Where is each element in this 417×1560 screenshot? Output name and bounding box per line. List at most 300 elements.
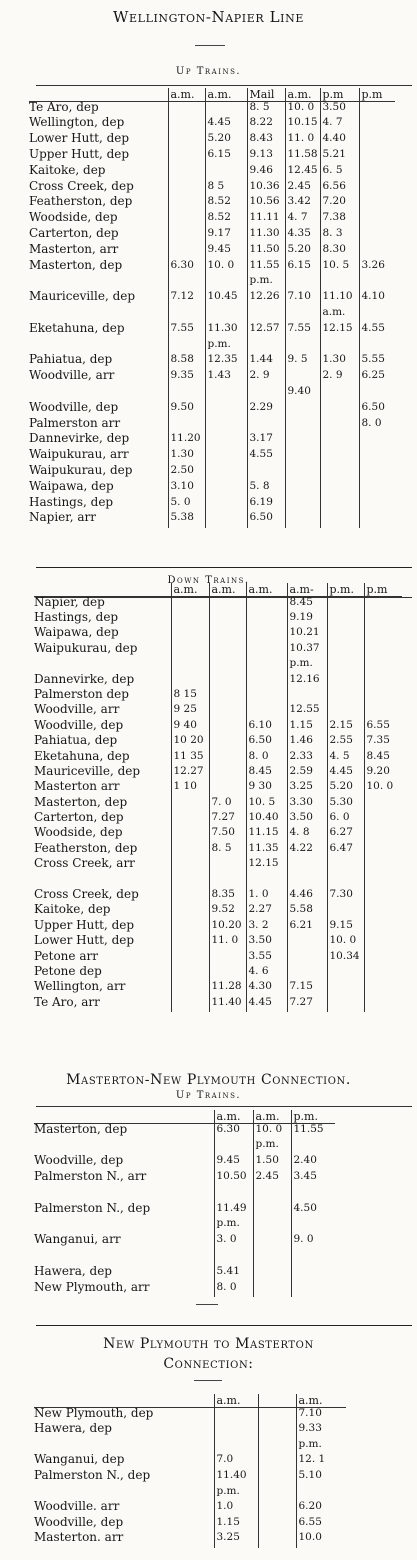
train-time: 9.17 [205, 228, 247, 244]
train-time [359, 212, 395, 228]
train-time: 7.30 [327, 889, 364, 904]
down-train-row [34, 981, 402, 996]
down-train-row [34, 766, 402, 781]
train-time [359, 386, 395, 402]
station-name: Palmerston arr [29, 417, 121, 430]
train-time: 5.21 [320, 149, 359, 165]
train-time: 6.21 [287, 920, 327, 935]
train-time: 4.45 [246, 997, 287, 1012]
train-time [285, 433, 320, 449]
station-name: Masterton. arr [34, 1532, 124, 1545]
station-name: Woodville, dep [29, 401, 119, 414]
up-train-row [29, 291, 395, 307]
down-train-row [34, 797, 402, 812]
train-time [291, 1139, 335, 1155]
mnp-up-heading: Up Trains. [175, 1090, 242, 1101]
train-time: 8.30 [320, 244, 359, 260]
train-time: 5.38 [168, 512, 205, 528]
train-time: 4.45 [205, 117, 247, 133]
train-time: 3.50 [287, 812, 327, 827]
train-time: 10.37 [287, 643, 327, 658]
train-time [209, 858, 246, 873]
train-time: 8.45 [246, 766, 287, 781]
up-train-column-header: a.m. [168, 88, 205, 101]
mnp-table [34, 1110, 335, 1297]
train-time [320, 339, 359, 355]
station-name [34, 1218, 214, 1234]
train-time: 9.45 [214, 1155, 253, 1171]
train-time [364, 951, 402, 966]
train-time [285, 512, 320, 528]
train-time [359, 244, 395, 260]
train-time [209, 735, 246, 750]
train-time: 1.0 [214, 1501, 258, 1517]
train-time [258, 1532, 296, 1548]
train-time [168, 386, 205, 402]
train-time: 5.58 [287, 904, 327, 919]
title-underline [195, 45, 225, 46]
station-name: Woodville, dep [34, 1516, 124, 1529]
train-time [359, 181, 395, 197]
up-train-row [29, 260, 395, 276]
train-time: 11 35 [171, 751, 209, 766]
train-time: 12.15 [246, 858, 287, 873]
timetable-npm [34, 1394, 346, 1548]
up-train-row [29, 244, 395, 260]
train-time: 2.29 [247, 402, 285, 418]
train-time [205, 101, 247, 117]
train-time: 9.33 [296, 1423, 346, 1439]
station-name: Petone dep [34, 965, 102, 978]
train-time: 4.46 [287, 889, 327, 904]
train-time [171, 643, 209, 658]
train-time: 10. 0 [327, 935, 364, 950]
down-train-row [34, 643, 402, 658]
train-time: 9.15 [327, 920, 364, 935]
train-time [168, 149, 205, 165]
station-name: Mauriceville, dep [29, 291, 136, 304]
up-train-column-header: a.m. [285, 88, 320, 101]
train-time [253, 1218, 291, 1234]
train-time [205, 307, 247, 323]
train-time [285, 449, 320, 465]
station-name [34, 874, 171, 889]
train-time [364, 966, 402, 981]
station-name [34, 1139, 214, 1155]
down-train-row [34, 627, 402, 642]
train-time: 6.27 [327, 827, 364, 842]
train-time: 9. 5 [285, 354, 320, 370]
up-train-row [29, 323, 395, 339]
up-train-row [29, 212, 395, 228]
train-time [364, 843, 402, 858]
train-time [209, 689, 246, 704]
train-time: 10.40 [246, 812, 287, 827]
train-time: 1. 0 [246, 889, 287, 904]
station-name: Waipukurau, dep [34, 642, 138, 655]
train-time: 9.52 [209, 904, 246, 919]
down-train-column-header: a.m. [171, 583, 209, 596]
train-time: 6.25 [359, 370, 395, 386]
train-time [171, 658, 209, 673]
train-time [253, 1266, 291, 1282]
train-time: 7.10 [296, 1407, 346, 1423]
train-time: 6. 0 [327, 812, 364, 827]
train-time [327, 966, 364, 981]
station-name: Waipawa, dep [29, 480, 114, 493]
train-time [205, 512, 247, 528]
train-time: 11.49 [214, 1203, 253, 1219]
train-time: 10.56 [247, 196, 285, 212]
train-time: 11.20 [168, 433, 205, 449]
station-name: Wanganui, dep [34, 1454, 125, 1467]
line-title: Wellington-Napier Line [113, 8, 304, 26]
train-time [205, 481, 247, 497]
npm-title-line-2: Connection: [163, 1356, 254, 1372]
train-time [327, 981, 364, 996]
train-time [214, 1187, 253, 1203]
train-time: 10.20 [209, 920, 246, 935]
npm-title-underline [194, 1380, 222, 1381]
npm-train-row [34, 1517, 346, 1533]
train-time: 6.55 [296, 1517, 346, 1533]
train-time [168, 101, 205, 117]
train-time: 5.20 [205, 133, 247, 149]
station-name: Pahiatua, dep [34, 735, 118, 748]
train-time: 10.50 [214, 1171, 253, 1187]
train-time [168, 307, 205, 323]
train-time [364, 904, 402, 919]
train-time [296, 1486, 346, 1502]
train-time: p.m. [247, 275, 285, 291]
train-time: 5.55 [359, 354, 395, 370]
mnp-train-row [34, 1123, 335, 1139]
train-time [320, 433, 359, 449]
train-time: 1.30 [320, 354, 359, 370]
mnp-train-row [34, 1187, 335, 1203]
train-time [253, 1250, 291, 1266]
train-time [247, 465, 285, 481]
train-time: 8. 0 [246, 751, 287, 766]
train-time: 11.58 [285, 149, 320, 165]
train-time [364, 858, 402, 873]
train-time: 3.25 [214, 1532, 258, 1548]
up-train-row [29, 354, 395, 370]
train-time: 3.30 [287, 797, 327, 812]
train-time [168, 228, 205, 244]
station-name: Eketahuna, dep [34, 750, 130, 763]
train-time [246, 596, 287, 612]
train-time: 8.45 [287, 596, 327, 612]
train-time [359, 512, 395, 528]
train-time: 2.50 [168, 465, 205, 481]
down-train-row [34, 704, 402, 719]
train-time: 7.55 [285, 323, 320, 339]
mnp-train-column-header: a.m. [253, 1110, 291, 1123]
down-train-row [34, 781, 402, 796]
timetable-mnp [34, 1110, 335, 1297]
train-time: 4.10 [359, 291, 395, 307]
train-time [364, 643, 402, 658]
station-name: Dannevirke, dep [29, 433, 130, 446]
down-train-row [34, 843, 402, 858]
train-time: 10. 0 [364, 781, 402, 796]
train-time [359, 465, 395, 481]
station-name: Te Aro, dep [29, 101, 99, 114]
train-time [209, 781, 246, 796]
train-time: 4.30 [246, 981, 287, 996]
train-time [171, 920, 209, 935]
train-time: 6.50 [359, 402, 395, 418]
train-time: 10. 0 [253, 1123, 291, 1139]
train-time [327, 612, 364, 627]
train-time: 6.15 [205, 149, 247, 165]
train-time [327, 627, 364, 642]
train-time: 11. 0 [285, 133, 320, 149]
train-time [285, 275, 320, 291]
train-time [364, 797, 402, 812]
train-time [246, 612, 287, 627]
train-time: 5.20 [327, 781, 364, 796]
station-name: Hastings, dep [29, 496, 114, 509]
train-time [291, 1250, 335, 1266]
up-train-row [29, 402, 395, 418]
down-train-row [34, 674, 402, 689]
train-time: 5.10 [296, 1470, 346, 1486]
up-train-row [29, 386, 395, 402]
up-train-row [29, 512, 395, 528]
station-name: Upper Hutt, dep [34, 919, 135, 932]
train-time: 11.55 [247, 260, 285, 276]
train-time [285, 497, 320, 513]
train-time: 7.20 [320, 196, 359, 212]
train-time [285, 481, 320, 497]
train-time [209, 766, 246, 781]
station-name: Napier, arr [29, 512, 96, 525]
station-name: New Plymouth, dep [34, 1407, 154, 1420]
down-train-row [34, 735, 402, 750]
train-time: 12.27 [171, 766, 209, 781]
train-time [291, 1282, 335, 1298]
train-time [171, 843, 209, 858]
train-time [246, 689, 287, 704]
down-train-row [34, 612, 402, 627]
train-time [209, 951, 246, 966]
train-time [327, 643, 364, 658]
train-time: 4. 7 [285, 212, 320, 228]
train-time [247, 386, 285, 402]
mnp-train-row [34, 1234, 335, 1250]
train-time: 10. 5 [320, 260, 359, 276]
station-header [29, 88, 168, 101]
down-trains-heading: Down Trains. [167, 575, 250, 586]
station-name: Cross Creek, dep [34, 889, 139, 902]
train-time: 3.50 [320, 101, 359, 117]
station-name: Kaitoke, dep [29, 164, 106, 177]
train-time: p.m. [214, 1486, 258, 1502]
train-time [287, 966, 327, 981]
train-time: 12.45 [285, 165, 320, 181]
train-time [327, 674, 364, 689]
train-time: 11.55 [291, 1123, 335, 1139]
train-time: p.m. [205, 339, 247, 355]
train-time [327, 596, 364, 612]
station-name [29, 339, 168, 355]
wn-down-table [34, 583, 402, 1012]
train-time: 12.57 [247, 323, 285, 339]
train-time: 12.16 [287, 674, 327, 689]
train-time [205, 497, 247, 513]
train-time: 4. 8 [287, 827, 327, 842]
train-time [320, 465, 359, 481]
train-time: 5. 8 [247, 481, 285, 497]
station-name: Pahiatua, dep [29, 354, 113, 367]
train-time: 9.40 [285, 386, 320, 402]
train-time [291, 1266, 335, 1282]
station-name: Upper Hutt, dep [29, 148, 130, 161]
train-time [359, 307, 395, 323]
train-time [171, 904, 209, 919]
train-time: 6.15 [285, 260, 320, 276]
down-train-row [34, 858, 402, 873]
train-time [364, 997, 402, 1012]
npm-train-row [34, 1407, 346, 1423]
train-time [285, 307, 320, 323]
npm-train-row [34, 1486, 346, 1502]
train-time [171, 935, 209, 950]
section-rule [36, 85, 412, 86]
train-time [359, 117, 395, 133]
station-name [29, 275, 168, 291]
station-name [34, 658, 171, 673]
train-time [205, 449, 247, 465]
train-time: 4.55 [359, 323, 395, 339]
train-time [168, 165, 205, 181]
train-time: 10.45 [205, 291, 247, 307]
train-time: 7.0 [214, 1454, 258, 1470]
station-name: Woodville, dep [34, 719, 124, 732]
train-time: 6.30 [168, 260, 205, 276]
train-time: 11.50 [247, 244, 285, 260]
train-time: 8 5 [205, 181, 247, 197]
down-train-row [34, 827, 402, 842]
up-train-row [29, 449, 395, 465]
train-time: 1.15 [287, 720, 327, 735]
timetable-up-trains [29, 88, 395, 528]
train-time [359, 481, 395, 497]
train-time [359, 275, 395, 291]
train-time: 8.22 [247, 117, 285, 133]
train-time: 5.30 [327, 797, 364, 812]
train-time [171, 827, 209, 842]
train-time: 7.35 [364, 735, 402, 750]
train-time [209, 627, 246, 642]
train-time [258, 1407, 296, 1423]
train-time [209, 966, 246, 981]
train-time: 10.21 [287, 627, 327, 642]
train-time [359, 196, 395, 212]
down-train-row [34, 997, 402, 1012]
train-time [205, 402, 247, 418]
train-time: 5.20 [285, 244, 320, 260]
station-name: Palmerston N., dep [34, 1469, 151, 1482]
train-time [168, 196, 205, 212]
npm-train-row [34, 1439, 346, 1455]
train-time: 4.50 [291, 1203, 335, 1219]
train-time [209, 874, 246, 889]
train-time [168, 212, 205, 228]
down-train-row [34, 966, 402, 981]
divider-2 [36, 1325, 412, 1326]
train-time [171, 858, 209, 873]
train-time: 9.50 [168, 402, 205, 418]
train-time [209, 658, 246, 673]
train-time [209, 596, 246, 612]
train-time [359, 165, 395, 181]
train-time: 10. 0 [205, 260, 247, 276]
train-time: 9 25 [171, 704, 209, 719]
down-train-column-header: a.m. [246, 583, 287, 596]
train-time [291, 1187, 335, 1203]
up-train-row [29, 165, 395, 181]
train-time [168, 117, 205, 133]
train-time [253, 1203, 291, 1219]
train-time [327, 689, 364, 704]
train-time: 9.46 [247, 165, 285, 181]
train-time [171, 997, 209, 1012]
train-time: 2.33 [287, 751, 327, 766]
train-time [246, 643, 287, 658]
station-name: Eketahuna, dep [29, 322, 125, 335]
train-time: 7.27 [287, 997, 327, 1012]
wn-up-table [29, 88, 395, 528]
up-train-row [29, 149, 395, 165]
down-train-row [34, 874, 402, 889]
up-train-row [29, 465, 395, 481]
train-time [205, 465, 247, 481]
train-time: 8.52 [205, 212, 247, 228]
train-time: 3.10 [168, 481, 205, 497]
up-train-column-header: a.m. [205, 88, 247, 101]
train-time: 10. 5 [246, 797, 287, 812]
train-time: 12.35 [205, 354, 247, 370]
train-time [209, 704, 246, 719]
train-time [364, 874, 402, 889]
train-time [171, 612, 209, 627]
train-time: 8 15 [171, 689, 209, 704]
station-name: Palmerston N., dep [34, 1202, 151, 1215]
train-time [253, 1187, 291, 1203]
station-name: Woodside, dep [34, 827, 123, 840]
mnp-train-row [34, 1250, 335, 1266]
train-time: 7.55 [168, 323, 205, 339]
train-time: 6.50 [246, 735, 287, 750]
station-name [29, 307, 168, 323]
train-time: 9. 0 [291, 1234, 335, 1250]
up-trains-heading: Up Trains. [175, 66, 242, 77]
train-time [364, 704, 402, 719]
station-name: Masterton, arr [29, 243, 119, 256]
station-name: Hastings, dep [34, 611, 119, 624]
train-time: 12.26 [247, 291, 285, 307]
train-time: 6.10 [246, 720, 287, 735]
train-time [359, 149, 395, 165]
station-name: Carterton, dep [29, 227, 119, 240]
train-time [364, 935, 402, 950]
divider-1 [36, 567, 412, 568]
mnp-train-row [34, 1155, 335, 1171]
train-time [327, 874, 364, 889]
